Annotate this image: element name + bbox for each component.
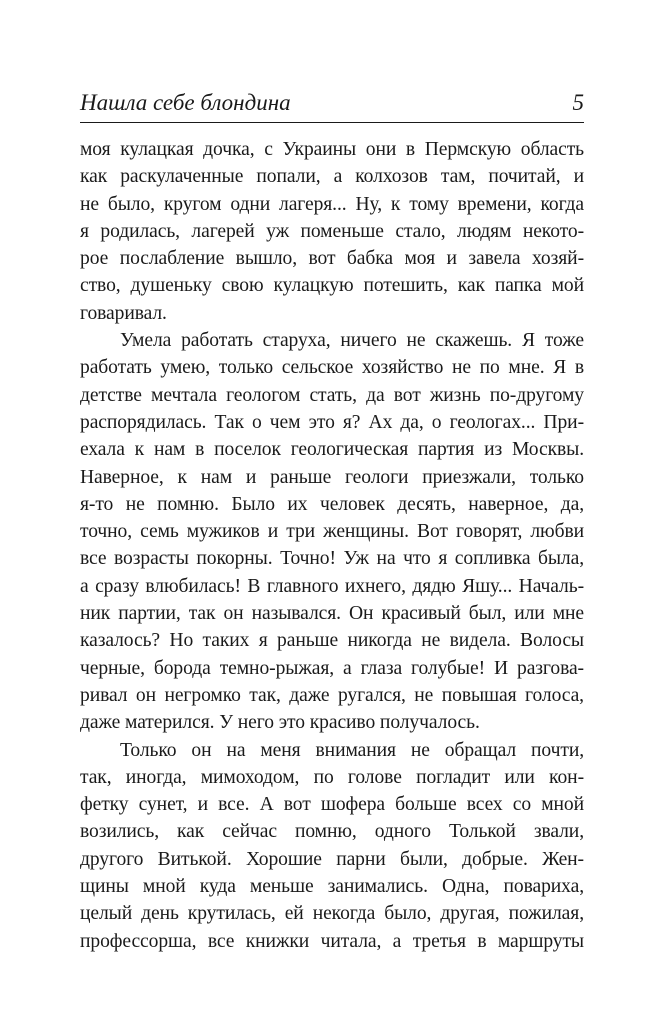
text-line: я родилась, лагерей уж поменьше стало, людям некото- — [80, 220, 584, 242]
text-line: а сразу влюбилась! В главного ихнего, дядю Яшу... Началь- — [80, 575, 584, 597]
page-number: 5 — [572, 90, 584, 115]
running-head — [80, 88, 584, 118]
text-line: работать умею, только сельское хозяйство не по мне. Я в — [80, 357, 584, 379]
text-line: я-то не помню. Было их человек десять, наверное, да, — [80, 493, 584, 515]
text-line: распорядилась. Так о чем это я? Ах да, о геологах... При- — [80, 411, 584, 433]
text-line: Наверное, к нам и раньше геологи приезжали, только — [80, 466, 584, 488]
text-line: ехала к нам в поселок геологическая партия из Москвы. — [80, 439, 584, 461]
text-line: казалось? Но таких я раньше никогда не видела. Волосы — [80, 630, 584, 652]
text-line: ривал он негромко так, даже ругался, не повышая голоса, — [80, 684, 584, 706]
text-line: фетку сунет, и все. А вот шофера больше всех со мной — [80, 794, 584, 816]
text-line: рое послабление вышло, вот бабка моя и завела хозяй- — [80, 248, 584, 270]
text-line: детстве мечтала геологом стать, да вот жизнь по-другому — [80, 384, 584, 406]
text-line: не было, кругом одни лагеря... Ну, к тому времени, когда — [80, 193, 584, 215]
running-title: Нашла себе блондина — [80, 90, 291, 115]
text-line: щины мной куда меньше занимались. Одна, повариха, — [80, 876, 584, 898]
text-line: профессорша, все книжки читала, а третья в маршруты — [80, 930, 584, 952]
text-line: ник партии, так он назывался. Он красивый был, или мне — [80, 603, 584, 625]
text-line: Только он на меня внимания не обращал почти, — [120, 739, 584, 761]
text-line: Умела работать старуха, ничего не скажешь. Я тоже — [120, 330, 584, 352]
body-text — [80, 136, 584, 955]
text-line: моя кулацкая дочка, с Украины они в Пермскую область — [80, 139, 584, 160]
text-line: говаривал. — [80, 302, 167, 324]
text-line: черные, борода темно-рыжая, а глаза голубые! И разгова- — [80, 657, 584, 679]
text-line: даже матерился. У него это красиво получалось. — [80, 712, 480, 734]
text-line: целый день крутилась, ей некогда было, другая, пожилая, — [80, 903, 584, 925]
text-line: ство, душеньку свою кулацкую потешить, как папка мой — [80, 275, 584, 297]
text-line: так, иногда, мимоходом, по голове погладит или кон- — [80, 766, 584, 788]
text-line: точно, семь мужиков и три женщины. Вот говорят, любви — [80, 521, 584, 543]
text-line: как раскулаченные попали, а колхозов там, почитай, и — [80, 166, 584, 188]
header-rule — [80, 122, 584, 123]
text-line: все возрасты покорны. Точно! Уж на что я сопливка была, — [80, 548, 584, 570]
text-line: возились, как сейчас помню, одного Толькой звали, — [80, 821, 584, 843]
text-line: другого Витькой. Хорошие парни были, добрые. Жен- — [80, 848, 584, 870]
